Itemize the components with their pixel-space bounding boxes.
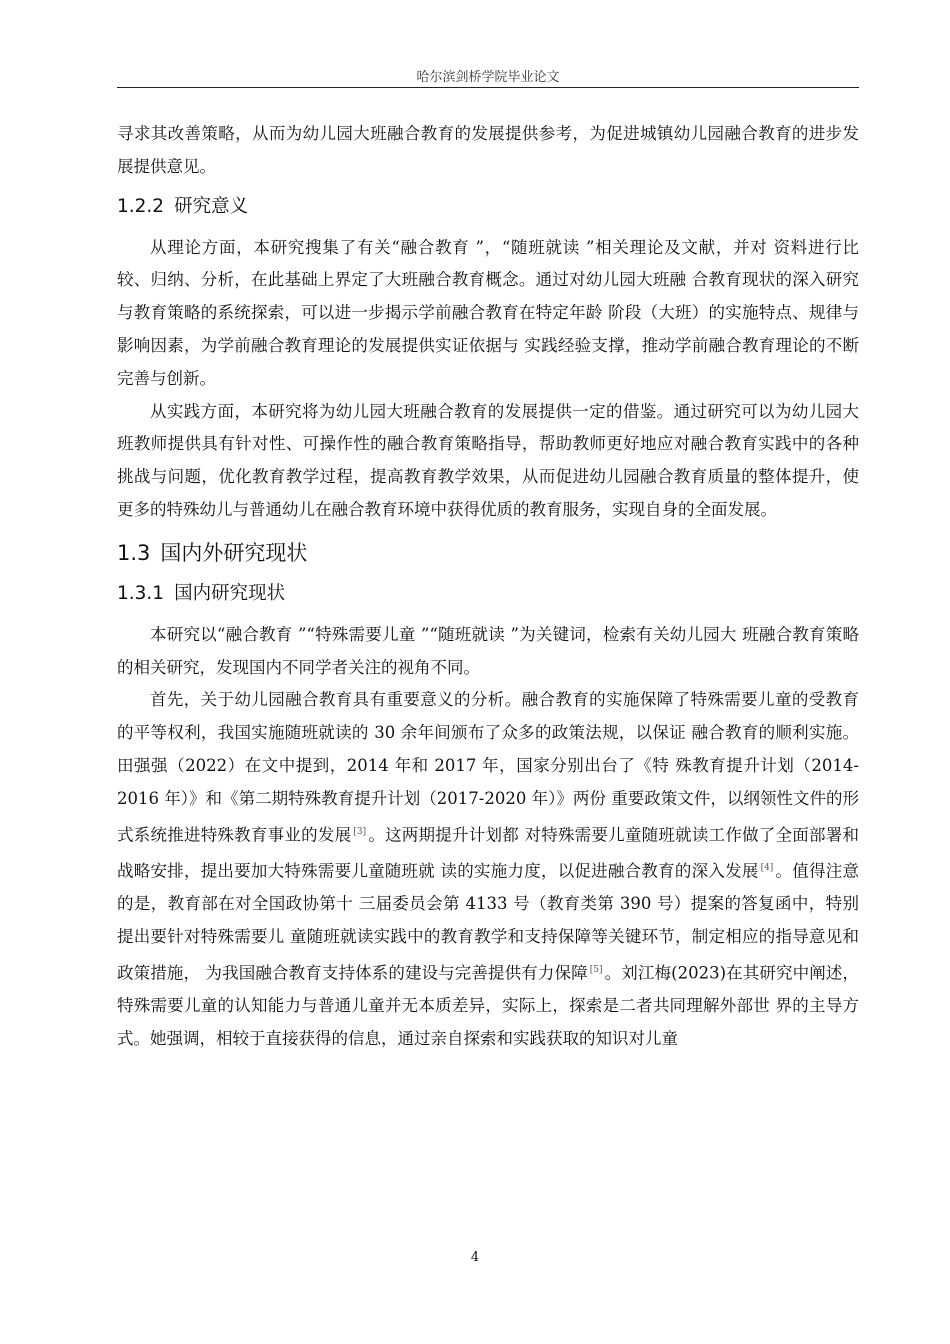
running-header: 哈尔滨剑桥学院毕业论文	[416, 70, 560, 85]
heading-number: 1.3	[117, 540, 151, 565]
header-rule	[117, 87, 859, 88]
paragraph-continuation: 寻求其改善策略，从而为幼儿园大班融合教育的发展提供参考，为促进城镇幼儿园融合教育的进步发展提供意见。	[117, 124, 859, 176]
paragraph-theory: 从理论方面，本研究搜集了有关“融合教育 ”，“随班就读 ”相关理论及文献，并对 资料进行比较、归纳、分析，在此基础上界定了大班融合教育概念。通过对幼儿园大班融 合教育现状的深入研究与教育策略的系统探索，可以进一步揭示学前融合教育在特定年龄 阶段（大班）的实施特点、规律与影响因素，为学前融合教育理论的发展提供实证依据与 实践经验支撑，推动学前融合教育理论的不断完善与创新。	[117, 237, 859, 388]
paragraph-practice: 从实践方面，本研究将为幼儿园大班融合教育的发展提供一定的借鉴。通过研究可以为幼儿园大班教师提供具有针对性、可操作性的融合教育策略指导，帮助教师更好地应对融合教育实践中的各种挑战与问题，优化教育教学过程，提高教育教学效果，从而促进幼儿园融合教育质量的整体提升，使更多的特殊幼儿与普通幼儿在融合教育环境中获得优质的教育服务，实现自身的全面发展。	[117, 401, 859, 519]
citation-4[interactable]: [4]	[760, 862, 774, 873]
paragraph-keywords: 本研究以“融合教育 ”“特殊需要儿童 ”“随班就读 ”为关键词，检索有关幼儿园大 班融合教育策略的相关研究，发现国内不同学者关注的视角不同。	[117, 624, 859, 677]
heading-title: 国内研究现状	[174, 582, 286, 604]
heading-number: 1.3.1	[117, 582, 165, 604]
heading-1-3-1	[117, 577, 859, 611]
heading-1-2-2	[117, 190, 859, 224]
heading-1-3	[117, 535, 859, 571]
page-body	[117, 118, 859, 1056]
heading-title: 研究意义	[174, 195, 249, 217]
citation-3[interactable]: [3]	[353, 826, 367, 837]
text-run: 。这两期提升计划都 对特殊需要儿童随班就读工作做了全面部署和战略安排，提出要加大特殊需要儿童随班就 读的实施力度，以促进融合教育的深入发展	[117, 825, 859, 881]
text-run: 。值得注意的是，教育部在对全国政协第十 三届委员会第 4133 号（教育类第 390 号）提案的答复函中，特别提出要针对特殊需要儿 童随班就读实践中的教育教学和支持保障等关键环节，制定相应的指导意见和政策措施， 为我国融合教育支持体系的建设与完善提供有力保障	[117, 861, 860, 983]
text-run: 首先，关于幼儿园融合教育具有重要意义的分析。融合教育的实施保障了特殊需要儿童的受教育的平等权利，我国实施随班就读的 30 余年间颁布了众多的政策法规，以保证 融合教育的顺利实施。田强强（2022）在文中提到，2014 年和 2017 年，国家分别出台了《特 殊教育提升计划（2014-2016 年）》和《第二期特殊教育提升计划（2017-2020 年）》两份 重要政策文件，以纲领性文件的形式系统推进特殊教育事业的发展	[117, 690, 859, 845]
page-number: 4	[470, 1250, 480, 1265]
citation-5[interactable]: [5]	[589, 964, 603, 975]
heading-title: 国内外研究现状	[160, 540, 308, 565]
text-run: 。刘江梅(2023)在其研究中阐述， 特殊需要儿童的认知能力与普通儿童并无本质差异，实际上，探索是二者共同理解外部世 界的主导方式。她强调，相较于直接获得的信息，通过亲自探索和实践获取的知识对儿童	[117, 963, 859, 1048]
paragraph-domestic-research	[117, 684, 859, 1055]
heading-number: 1.2.2	[117, 195, 165, 217]
